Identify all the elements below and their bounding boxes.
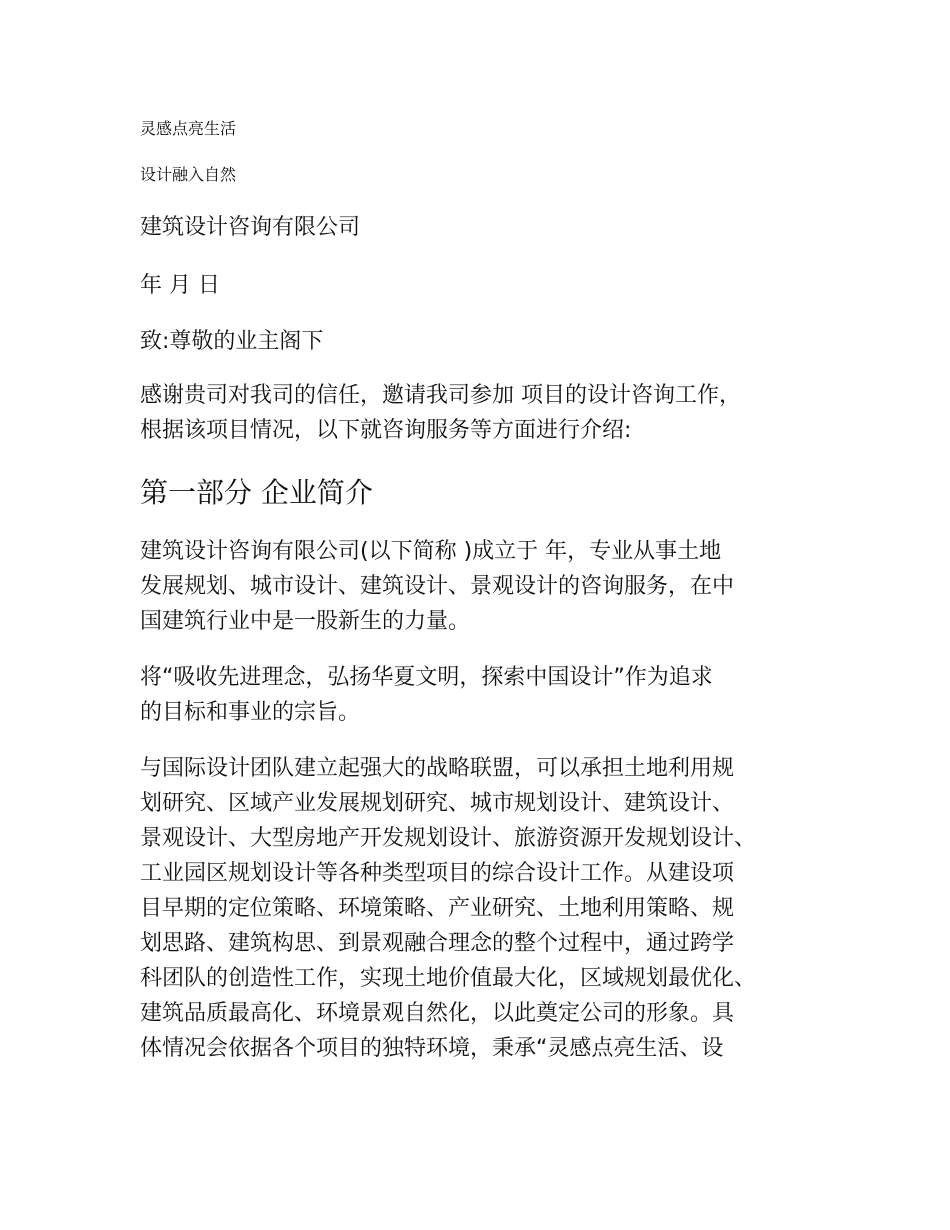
- slogan-line-1: 灵感点亮生活: [140, 119, 237, 138]
- paragraph-line: 科团队的创造性工作，实现土地价值最大化，区域规划最优化、: [140, 966, 757, 991]
- paragraph-line: 建筑品质最高化、环境景观自然化，以此奠定公司的形象。具: [140, 1001, 735, 1026]
- paragraph-line: 景观设计、大型房地产开发规划设计、旅游资源开发规划设计、: [140, 826, 757, 851]
- paragraph-line: 目早期的定位策略、环境策略、产业研究、土地利用策略、规: [140, 896, 735, 921]
- paragraph-line: 将“吸收先进理念，弘扬华夏文明，探索中国设计”作为追求: [140, 665, 713, 690]
- paragraph-line: 发展规划、城市设计、建筑设计、景观设计的咨询服务，在中: [140, 574, 735, 599]
- company-paragraph-2: [140, 660, 810, 730]
- paragraph-line: 工业园区规划设计等各种类型项目的综合设计工作。从建设项: [140, 861, 735, 886]
- slogan-line-2: 设计融入自然: [140, 165, 237, 184]
- company-paragraph-3: [140, 751, 810, 1066]
- paragraph-line: 国建筑行业中是一股新生的力量。: [140, 609, 471, 634]
- paragraph-line: 划思路、建筑构思、到景观融合理念的整个过程中，通过跨学: [140, 931, 735, 956]
- company-paragraph-1: [140, 534, 810, 639]
- paragraph-line: 根据该项目情况，以下就咨询服务等方面进行介绍:: [140, 418, 632, 443]
- paragraph-line: 的目标和事业的宗旨。: [140, 700, 361, 725]
- paragraph-line: 建筑设计咨询有限公司(以下简称 )成立于 年，专业从事土地: [140, 539, 722, 564]
- paragraph-line: 划研究、区域产业发展规划研究、城市规划设计、建筑设计、: [140, 791, 735, 816]
- date-line: 年 月 日: [140, 273, 220, 298]
- salutation: 致:尊敬的业主阁下: [140, 329, 324, 354]
- paragraph-line: 体情况会依据各个项目的独特环境，秉承“灵感点亮生活、设: [140, 1036, 724, 1061]
- section-heading: 第一部分 企业简介: [140, 476, 373, 509]
- paragraph-line: 感谢贵司对我司的信任，邀请我司参加 项目的设计咨询工作，: [140, 383, 741, 408]
- intro-paragraph: [140, 378, 810, 448]
- paragraph-line: 与国际设计团队建立起强大的战略联盟，可以承担土地利用规: [140, 756, 735, 781]
- company-name: 建筑设计咨询有限公司: [140, 215, 361, 240]
